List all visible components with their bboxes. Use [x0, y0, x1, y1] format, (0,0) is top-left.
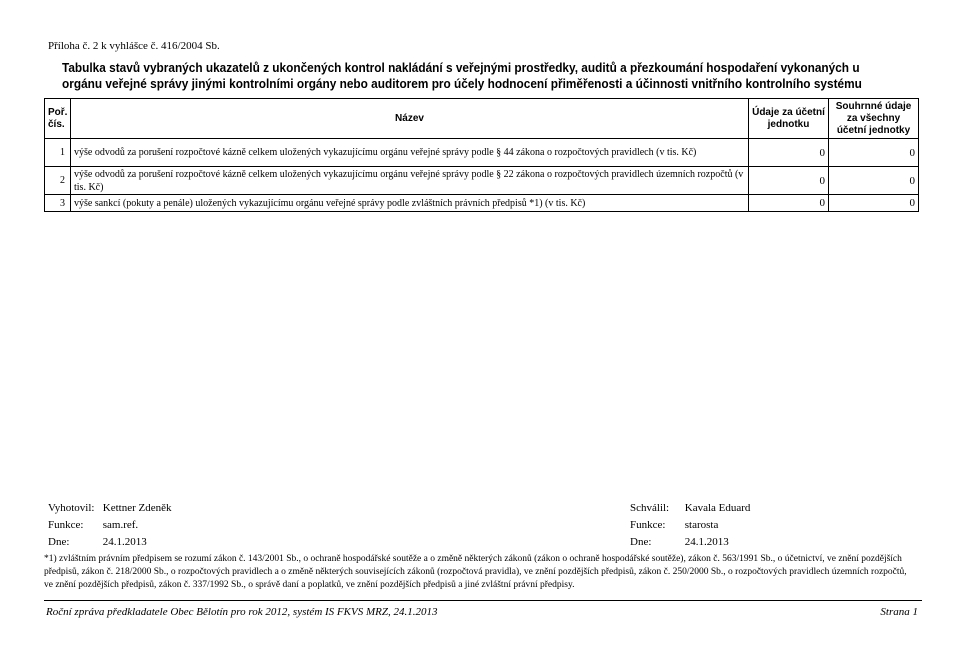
- col-header-no: Poř. čís.: [45, 99, 71, 139]
- date-label: Dne:: [48, 536, 70, 548]
- row-unit-value: 0: [749, 195, 829, 212]
- row-number: 3: [45, 195, 71, 212]
- document-title: Tabulka stavů vybraných ukazatelů z ukončených kontrol nakládání s veřejnými prostředky, auditů a přezkoumání hospodaření vykonaných u orgánu veřejné správy jinými kontrolními orgány nebo auditorem pro účely hodnocení přiměřenosti a účinnosti vnitřního kontrolního systému: [62, 61, 862, 91]
- approved-date: [630, 536, 729, 548]
- approved-by: [630, 502, 750, 514]
- attachment-note: Příloha č. 2 k vyhlášce č. 416/2004 Sb.: [48, 40, 220, 52]
- table-row: [45, 167, 919, 195]
- prepared-by: [48, 502, 171, 514]
- col-header-name: Název: [71, 99, 749, 139]
- table-row: [45, 139, 919, 167]
- approved-function: [630, 519, 718, 531]
- row-name: výše odvodů za porušení rozpočtové kázně celkem uložených vykazujícímu orgánu veřejné správy podle § 44 zákona o rozpočtových pravidlech (v tis. Kč): [71, 139, 749, 167]
- footer-divider: [44, 600, 922, 601]
- col-header-total: Souhrnné údaje za všechny účetní jednotky: [829, 99, 919, 139]
- approved-by-value: Kavala Eduard: [684, 502, 751, 514]
- row-number: 2: [45, 167, 71, 195]
- row-number: 1: [45, 139, 71, 167]
- table-header-row: [45, 99, 919, 139]
- approved-function-value: starosta: [684, 519, 719, 531]
- approved-by-label: Schválil:: [630, 502, 670, 514]
- prepared-by-value: Kettner Zdeněk: [102, 502, 172, 514]
- row-total-value: 0: [829, 195, 919, 212]
- prepared-function-value: sam.ref.: [102, 519, 139, 531]
- row-total-value: 0: [829, 167, 919, 195]
- approved-date-value: 24.1.2013: [684, 536, 729, 548]
- col-header-unit: Údaje za účetní jednotku: [749, 99, 829, 139]
- function-label: Funkce:: [630, 519, 666, 531]
- date-label: Dne:: [630, 536, 652, 548]
- indicators-table: [44, 98, 919, 212]
- row-name: výše odvodů za porušení rozpočtové kázně celkem uložených vykazujícímu orgánu veřejné správy podle § 22 zákona o rozpočtových pravidlech územních rozpočtů (v tis. Kč): [71, 167, 749, 195]
- prepared-by-label: Vyhotovil:: [48, 502, 95, 514]
- prepared-date: [48, 536, 147, 548]
- page-number: Strana 1: [880, 606, 918, 618]
- row-total-value: 0: [829, 139, 919, 167]
- prepared-date-value: 24.1.2013: [102, 536, 147, 548]
- prepared-function: [48, 519, 138, 531]
- row-name: výše sankcí (pokuty a penále) uložených vykazujícímu orgánu veřejné správy podle zvláštních právních předpisů *1) (v tis. Kč): [71, 195, 749, 212]
- footer-report-info: Roční zpráva předkladatele Obec Bělotín pro rok 2012, systém IS FKVS MRZ, 24.1.2013: [46, 606, 438, 618]
- footnote: *1) zvláštním právním předpisem se rozumí zákon č. 143/2001 Sb., o ochraně hospodářské soutěže a o změně některých zákonů (zákon o ochraně hospodářské soutěže), zákon č. 563/1991 Sb., o účetnictví, ve znění pozdějších předpisů, zákon č. 218/2000 Sb., o rozpočtových pravidlech a o změně některých souvisejících zákonů (rozpočtová pravidla), ve znění pozdějších předpisů, zákon č. 250/2000 Sb., o rozpočtových pravidlech územních rozpočtů, ve znění pozdějších předpisů, zákon č. 337/1992 Sb., o správě daní a poplatků, ve znění pozdějších předpisů a jiné zvláštní právní předpisy.: [44, 554, 907, 590]
- row-unit-value: 0: [749, 167, 829, 195]
- function-label: Funkce:: [48, 519, 84, 531]
- table-row: [45, 195, 919, 212]
- row-unit-value: 0: [749, 139, 829, 167]
